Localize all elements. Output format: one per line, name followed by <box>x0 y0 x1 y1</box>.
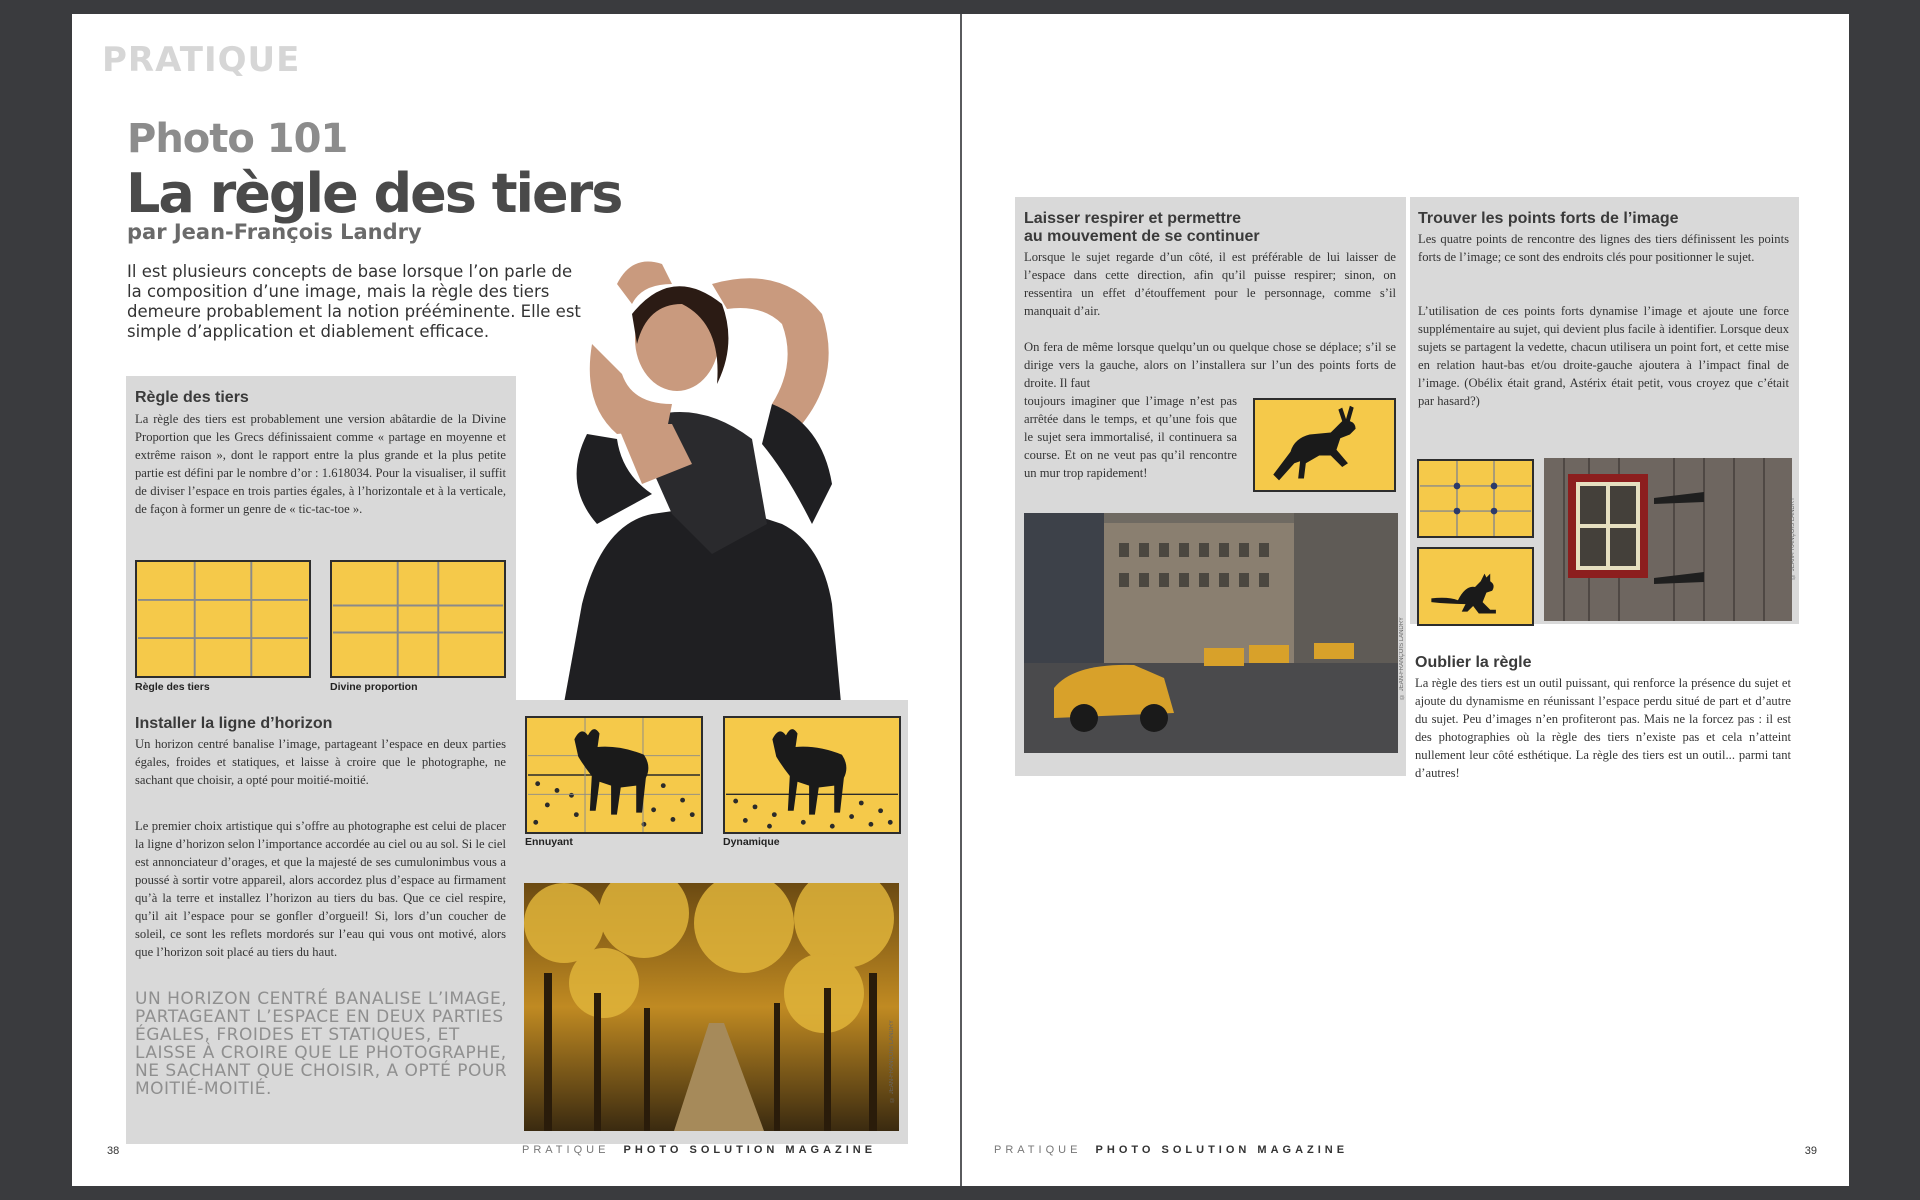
rule-figure-caption: Règle des tiers <box>135 681 210 693</box>
window-photo-credit: © JEAN-FRANÇOIS LANDRY <box>1790 497 1796 579</box>
autumn-path-photo <box>524 883 899 1131</box>
box-rule-text: La règle des tiers est probablement une version abâtardie de la Divine Proportion que les Grecs définissaient comme « partage en moyenne et extrême raison », dont le rapport entre la plus grande et la plus petite partie est défini par le nombre d’or : 1.618034. Pour la visualiser, il suffit de diviser l’espace en trois parties égales, à l’horizontale et à la verticale, de façon à former un genre de « tic-tac-toe ». <box>135 412 506 516</box>
deer-silhouette-icon <box>1273 406 1355 481</box>
footer-right <box>994 1144 1348 1156</box>
box-horizon <box>126 700 908 1144</box>
box-breathe-p2b: toujours imaginer que l’image n’est pas arrêtée dans le temps, et qu’une fois que le sujet sera immortalisé, il continuera sa course. Et on ne veut pas qu’il rencontre un mur trop rapidement! <box>1024 394 1237 480</box>
article-intro: Il est plusieurs concepts de base lorsque l’on parle de la composition d’une image, mais la règle des tiers demeure probablement la notion prééminente. Elle est simple d’application et diablement efficace. <box>127 262 581 341</box>
divine-figure-caption: Divine proportion <box>330 681 418 693</box>
article-byline: par Jean-François Landry <box>127 220 422 244</box>
box-points-p1: Les quatre points de rencontre des lignes des tiers définissent les points forts de l’image; ce sont des endroits clés pour positionner le sujet. <box>1418 232 1789 264</box>
footer-section: PRATIQUE <box>522 1144 610 1156</box>
box-strong-points <box>1410 197 1799 624</box>
page-number-left: 38 <box>107 1145 120 1157</box>
dynamic-figure-caption: Dynamique <box>723 836 780 848</box>
boring-figure-caption: Ennuyant <box>525 836 573 848</box>
page-left <box>72 14 960 1186</box>
footer-left <box>522 1144 876 1156</box>
box-rule-of-thirds <box>126 376 516 701</box>
footer-magazine: PHOTO SOLUTION MAGAZINE <box>1095 1144 1349 1156</box>
page-number-right: 39 <box>1804 1145 1817 1157</box>
footer-section: PRATIQUE <box>994 1144 1082 1156</box>
forget-rule-section <box>1415 654 1791 782</box>
forget-text: La règle des tiers est un outil puissant, qui renforce la présence du sujet et ajoute du dynamisme en réunissant l’espace perdu situé de part et d’autre du sujet. Peu d’images n’en profiteront pas. Mais ne la forcez pas : il est des photographies où la règle des tiers n’existe pas et cela n’atteint nullement leur côté esthétique. La règle des tiers est un outil... parmi tant d’autres! <box>1415 676 1791 780</box>
article-title: La règle des tiers <box>126 162 622 225</box>
section-heading: PRATIQUE <box>102 40 301 80</box>
box-points-p2: L’utilisation de ces points forts dynamise l’image et ajoute une force supplémentaire au sujet, qui devient plus facile à identifier. Lorsque deux sujets se partagent la vedette, chacun utilisera un point fort, et cette mise en relation haut-bas et/ou droite-gauche ajoutera à l’impact final de l’image. (Obélix était grand, Astérix était petit, vous croyez que c’était par hasard?) <box>1418 304 1789 408</box>
deer-figure <box>1253 398 1396 492</box>
divine-proportion-grid-figure <box>330 560 506 678</box>
dynamic-horizon-figure <box>723 716 901 834</box>
forget-heading: Oublier la règle <box>1415 654 1532 671</box>
box-breathing-space <box>1015 197 1406 776</box>
box-breathe-heading-2: au mouvement de se continuer <box>1024 228 1260 245</box>
rule-of-thirds-grid-figure <box>135 560 311 678</box>
box-horizon-p2: Le premier choix artistique qui s’offre au photographe est celui de placer la ligne d’horizon selon l’importance accordée au ciel ou au sol. Si le ciel est annonciateur d’orages, et que la majesté de ses cumulonimbus vous a poussé à sortir votre appareil, alors accordez plus d’espace au firmament qu’à la terre et installez l’horizon au tiers du bas. Que ce ciel respire, qu’il ait l’espace pour se gonfler d’orgueil! Si, lors d’un coucher de soleil, ce sont les reflets mordorés sur l’eau qui vous ont motivé, alors que l’horizon soit placé au tiers du haut. <box>135 819 506 959</box>
autumn-photo-credit: © JEAN-FRANÇOIS LANDRY <box>889 1020 895 1102</box>
box-rule-heading: Règle des tiers <box>135 389 249 406</box>
new-york-taxi-photo <box>1024 513 1398 753</box>
woman-framing-photo <box>522 224 960 714</box>
barn-window-photo <box>1544 458 1792 621</box>
footer-magazine: PHOTO SOLUTION MAGAZINE <box>623 1144 877 1156</box>
box-breathe-heading-1: Laisser respirer et permettre <box>1024 210 1241 227</box>
pull-quote: UN HORIZON CENTRÉ BANALISE L’IMAGE, PARTAGEANT L’ESPACE EN DEUX PARTIES ÉGALES, FROIDES ET STATIQUES, ET LAISSE À CROIRE QUE LE PHOTOGRAPHE, NE SACHANT QUE CHOISIR, A OPTÉ POUR MOITIÉ-MOITIÉ. <box>135 989 508 1099</box>
kangaroo-silhouette-icon <box>1431 574 1496 614</box>
kangaroo-figure <box>1417 547 1534 626</box>
page-right <box>962 14 1849 1186</box>
box-breathe-p2a: On fera de même lorsque quelqu’un ou quelque chose se déplace; s’il se dirige vers la gauche, alors on l’installera sur l’un des points forts de droite. Il faut <box>1024 340 1396 390</box>
article-kicker: Photo 101 <box>127 116 348 162</box>
box-horizon-heading: Installer la ligne d’horizon <box>135 715 333 732</box>
boring-horizon-figure <box>525 716 703 834</box>
strong-points-grid-figure <box>1417 459 1534 538</box>
box-horizon-p1: Un horizon centré banalise l’image, partageant l’espace en deux parties égales, froides et statiques, et laisse à croire que le photographe, ne sachant que choisir, a opté pour moitié-moitié. <box>135 737 506 787</box>
box-points-heading: Trouver les points forts de l’image <box>1418 210 1679 227</box>
box-breathe-p1: Lorsque le sujet regarde d’un côté, il est préférable de lui laisser de l’espace dans cette direction, afin qu’il puisse respirer; sinon, on ressentira un effet d’étouffement pour le personnage, comme s’il manquait d’air. <box>1024 250 1396 318</box>
nyc-photo-credit: © JEAN-FRANÇOIS LANDRY <box>1399 617 1405 699</box>
